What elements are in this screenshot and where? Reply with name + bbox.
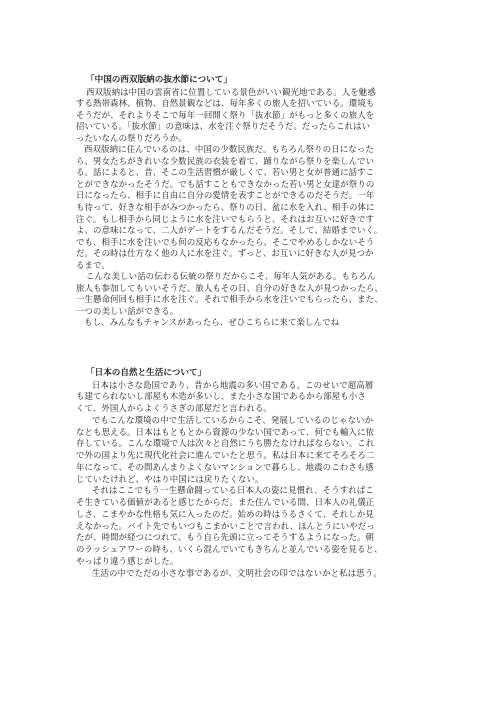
paragraph-line: よ、の意味になって、二人がデートをするんだそうだ。そして、結婚までいく。 — [76, 225, 383, 236]
paragraph-line: たが、時間が経つにつれて、もう自ら先頭に立ってそうするようになった。朝 — [76, 532, 375, 543]
paragraph-line: 一生懸命何回も相手に水を注ぐ。それで相手から水を注いでもらったら、また、 — [76, 294, 383, 305]
paragraph-line: る。話によると、昔、そこの生活習慣が厳しくて、若い男と女が普通に話すこ — [76, 167, 375, 178]
paragraph-line: する熱帯森林、植物、自然景観などは、毎年多くの旅人を招いている。環境も — [76, 98, 375, 109]
paragraph-line: 招いている。「抜水節」の意味は、水を注ぐ祭りだそうだ。だったらこれはい — [76, 121, 371, 132]
paragraph-line: ったいなんの祭りだろうか。 — [76, 132, 187, 143]
paragraph-line: でもこんな環境の中で生活しているからこそ、発展しているのじゃないか — [92, 414, 374, 425]
paragraph-line: 年になって、その間あんまりよくないマンションで暮らし、地震のこわさも感 — [76, 461, 374, 472]
paragraph-line: 生活の中でただの小さな事であるが、文明社会の印ではないかと私は思う。 — [92, 567, 382, 578]
paragraph-line: なとも思える。日本はもともとから資源の少ない国であって、何でも輸入に依 — [76, 426, 375, 437]
paragraph-line: それはここでもう一生懸命闘っている日本人の姿に見慣れ、そうすればこ — [92, 485, 374, 496]
paragraph-line: 存している。こんな環境で人は次々と自然にうち勝たなければならない。これ — [76, 438, 375, 449]
paragraph-line: やっぱり違う感じがした。 — [76, 555, 179, 566]
paragraph-line: のラッシュアワーの時も、いくら混んでいてもきちんと並んでいる姿を見ると、 — [76, 544, 383, 554]
paragraph-line: じていたけれど、やはり中国には戻りたくない。 — [76, 473, 264, 484]
paragraph-line: 一つの美しい話ができる。 — [76, 305, 179, 316]
paragraph-line: とができなかったそうだ。でも話すこともできなかった若い男と女達が祭りの — [76, 178, 375, 189]
paragraph-line: しさ、こまやかな性格も気に入ったのだ。始めの時はうるさくて、それしか見 — [76, 508, 374, 519]
paragraph-line: 旅人も参加してもいいそうだ。旅人もその日、自分の好きな人が見つかったら、 — [76, 282, 383, 293]
paragraph-line: でも、相手に水を注いでも何の反応もなかったら、そこでやめるしかないそう — [76, 236, 375, 247]
paragraph-line: も待って、好きな相手がみつかったら、祭りの日、盆に水を入れ、相手の体に — [76, 201, 375, 212]
essay-nature-and-life — [76, 368, 416, 579]
paragraph-line: ら、男女たちがきれいな少数民族の衣装を着て、踊りながら祭りを楽しんでい — [76, 155, 375, 166]
paragraph-line: だ。その時は仕方なく他の人に水を注ぐ。ずっと、お互いに好きな人が見つか — [76, 248, 374, 259]
paragraph-line: もし、みんなもチャンスがあったら、ぜひこちらに来て楽しんでね — [84, 317, 340, 328]
paragraph-line: そ生きている価値があると感じたからだ。また住んでいる間、日本人の礼儀正 — [76, 497, 375, 507]
paragraph-line: も建てられないし部屋も木造が多いし、また小さな国であるから部屋も小さ — [76, 391, 366, 402]
paragraph-line: るまで。 — [76, 259, 110, 270]
paragraph-line: 西双版納に住んでいるのは、中国の少数民族だ。もちろん祭りの日になった — [84, 144, 374, 155]
paragraph-line: 西双版納は中国の雲南省に位置している景色がいい観光地である。人を魅惑 — [86, 86, 376, 97]
paragraph-line: 日になったら、相手に自由に自分の愛情を表すことができるのだそうだ。一年 — [76, 190, 375, 201]
paragraph-line: 注ぐ。もし相手から同じように水を注いでもらうと、それはお互いに好きです — [76, 213, 375, 224]
paragraph-line: そうだが、それよりそこで毎年一回開く祭り「抜水節」がもっと多くの旅人を — [76, 109, 375, 120]
paragraph-line: こんな美しい話の伝わる伝統の祭りだからこそ、毎年人気がある。もちろん — [86, 271, 376, 282]
paragraph-line: えなかった。バイト先でもいつもこまかいことで言われ、ほんとうにいやだっ — [76, 520, 375, 531]
essay-water-festival — [76, 75, 416, 329]
paragraph-line: 日本は小さな島国であり、昔から地震の多い国である。このせいで超高層 — [92, 379, 374, 390]
paragraph-line: くて、外国人からよくうさぎの部屋だと言われる。 — [76, 403, 272, 413]
essay-title: 「日本の自然と生活について」 — [86, 368, 207, 378]
paragraph-line: で外の国より先に現代化社会に進んでいたと思う。私は日本に来てそろそろ二 — [76, 450, 375, 460]
essay-title: 「中国の西双版納の抜水節について」 — [86, 75, 232, 85]
